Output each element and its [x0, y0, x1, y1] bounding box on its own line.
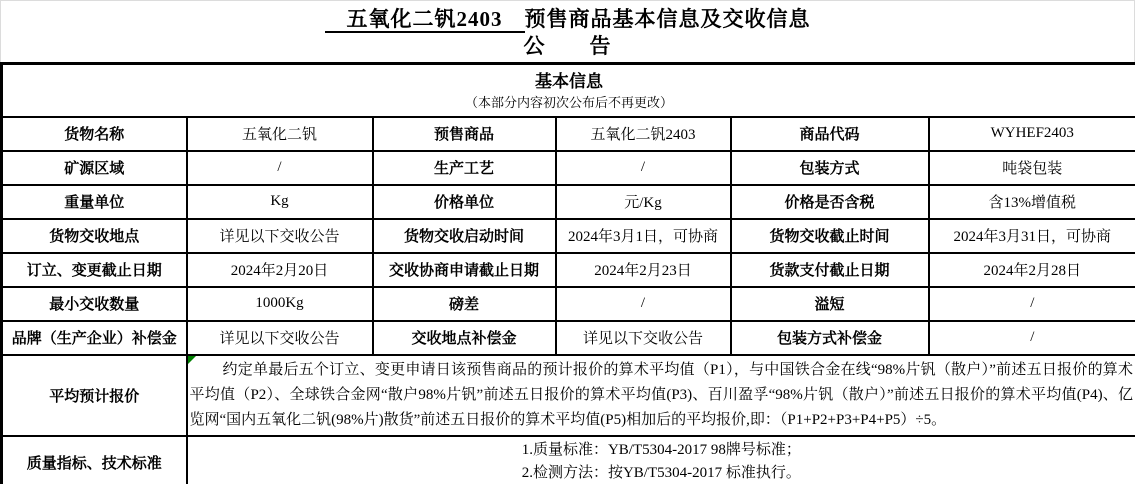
section-header-row	[2, 64, 1135, 117]
cell-value: /	[929, 287, 1135, 321]
section-header-cell	[2, 64, 1135, 117]
cell-label: 货物名称	[2, 117, 187, 151]
quality-standard-line2: 2.检测方法：按YB/T5304-2017 标准执行。	[521, 465, 801, 482]
cell-label: 订立、变更截止日期	[2, 253, 187, 287]
cell-value: /	[187, 151, 373, 185]
table-row	[2, 151, 1135, 185]
table-row	[2, 321, 1135, 355]
cell-value: /	[929, 321, 1135, 355]
section-title: 基本信息	[535, 71, 604, 91]
basic-info-table	[0, 62, 1135, 484]
cell-value: /	[556, 151, 731, 185]
cell-value: 2024年3月1日，可协商	[556, 219, 731, 253]
cell-value: 五氧化二钒	[187, 117, 373, 151]
excel-error-corner-icon	[188, 356, 196, 364]
avg-quote-row	[2, 355, 1135, 436]
section-note: （本部分内容初次公布后不再更改）	[465, 94, 674, 110]
cell-value: 1000Kg	[187, 287, 373, 321]
table-row	[2, 185, 1135, 219]
table-row	[2, 117, 1135, 151]
title-product-code: 五氧化二钒2403	[324, 7, 525, 31]
cell-label: 品牌（生产企业）补偿金	[2, 321, 187, 355]
quality-standard-cell	[187, 436, 1135, 484]
cell-label: 包装方式	[731, 151, 929, 185]
cell-value: 含13%增值税	[929, 185, 1135, 219]
cell-label: 最小交收数量	[2, 287, 187, 321]
cell-value: /	[556, 287, 731, 321]
cell-label: 磅差	[373, 287, 556, 321]
quality-standard-line1: 1.质量标准：YB/T5304-2017 98牌号标准；	[521, 442, 801, 459]
cell-label: 溢短	[731, 287, 929, 321]
cell-label: 价格是否含税	[731, 185, 929, 219]
cell-value: 2024年2月28日	[929, 253, 1135, 287]
cell-value: WYHEF2403	[929, 117, 1135, 151]
cell-value: 元/Kg	[556, 185, 731, 219]
cell-label: 价格单位	[373, 185, 556, 219]
quality-standard-label: 质量指标、技术标准	[2, 436, 187, 484]
cell-value: Kg	[187, 185, 373, 219]
page-title-line2: 公 告	[523, 34, 612, 58]
cell-value: 2024年2月23日	[556, 253, 731, 287]
cell-label: 货物交收截止时间	[731, 219, 929, 253]
cell-label: 商品代码	[731, 117, 929, 151]
cell-label: 包装方式补偿金	[731, 321, 929, 355]
cell-value: 吨袋包装	[929, 151, 1135, 185]
cell-label: 重量单位	[2, 185, 187, 219]
quality-standard-row	[2, 436, 1135, 484]
table-row	[2, 253, 1135, 287]
cell-label: 货物交收地点	[2, 219, 187, 253]
cell-label: 生产工艺	[373, 151, 556, 185]
cell-value: 详见以下交收公告	[556, 321, 731, 355]
page-title	[1, 6, 1134, 33]
cell-value: 五氧化二钒2403	[556, 117, 731, 151]
cell-label: 交收地点补偿金	[373, 321, 556, 355]
avg-quote-cell	[187, 355, 1135, 436]
table-row	[2, 287, 1135, 321]
title-block	[0, 0, 1135, 62]
cell-label: 交收协商申请截止日期	[373, 253, 556, 287]
cell-label: 矿源区域	[2, 151, 187, 185]
cell-label: 货款支付截止日期	[731, 253, 929, 287]
cell-value: 详见以下交收公告	[187, 321, 373, 355]
title-text: 预售商品基本信息及交收信息	[524, 7, 811, 31]
cell-value: 2024年3月31日，可协商	[929, 219, 1135, 253]
avg-quote-label: 平均预计报价	[2, 355, 187, 436]
avg-quote-text: 约定单最后五个订立、变更申请日该预售商品的预计报价的算术平均值（P1），与中国铁合金在线“98%片钒（散户）”前述五日报价的算术平均值（P2）、全球铁合金网“散户98%片钒”前述五日报价的算术平均值(P3)、百川盈孚“98%片钒（散户）”前述五日报价的算术平均值(P4)、亿览网“国内五氧化二钒(98%片)散货”前述五日报价的算术平均值(P5)相加后的平均报价,即：（P1+P2+P3+P4+P5）÷5。	[189, 361, 1134, 428]
cell-label: 预售商品	[373, 117, 556, 151]
cell-value: 2024年2月20日	[187, 253, 373, 287]
table-row	[2, 219, 1135, 253]
cell-value: 详见以下交收公告	[187, 219, 373, 253]
cell-label: 货物交收启动时间	[373, 219, 556, 253]
